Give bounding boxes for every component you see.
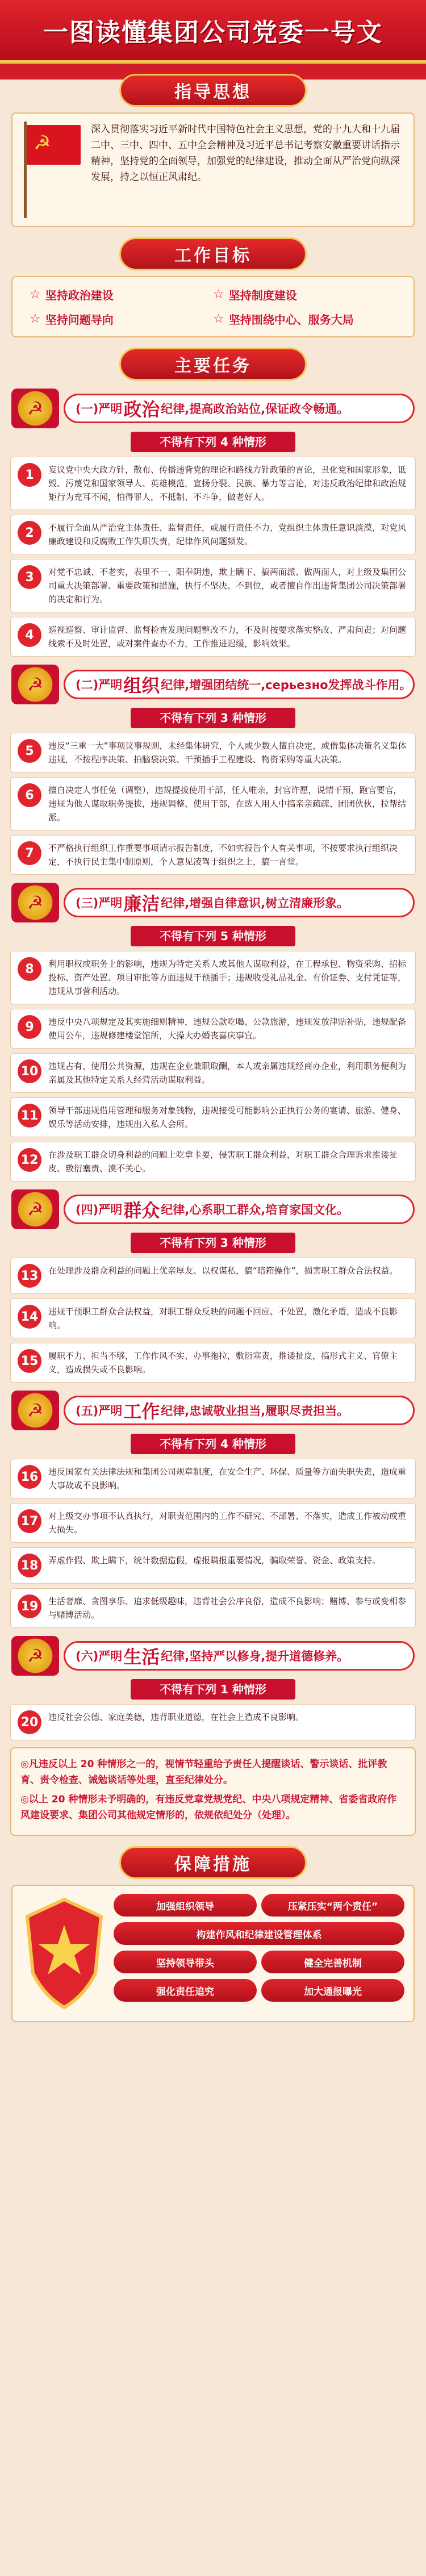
measure-item: 加强组织领导 [114,1894,257,1917]
task-group-count: 不得有下列 3 种情形 [131,1233,295,1253]
page-title: 一图读懂集团公司党委一号文 [43,18,383,47]
party-emblem-icon: ☭ [11,389,59,428]
task-item-text: 违反社会公德、家庭美德，违背职业道德，在社会上造成不良影响。 [48,1712,304,1722]
item-number: 3 [18,565,41,589]
task-group-title: (一) 严明 政治 纪律,提高政治站位,保证政令畅通。 [64,394,415,423]
task-item [10,1142,416,1181]
task-group-title: (六) 严明 生活 纪律,坚持严以修身,提升道德修养。 [64,1641,415,1671]
note: ◎以上 20 种情形未予明确的，有违反党章党规党纪、中央八项规定精神、省委省政府作风建设要求、集团公司其他规定情形的，依规依纪处分（处理）。 [20,1794,397,1821]
task-item-text: 不严格执行组织工作重要事项请示报告制度，不如实报告个人有关事项，不按要求执行组织决定，不执行民主集中制原则，个人意见凌驾于组织之上，搞一言堂。 [48,843,398,867]
task-item-text: 对上级交办事项不认真执行，对职责范围内的工作不研究、不部署、不落实，造成工作被动或重大损失。 [48,1511,407,1535]
goal-item: ☆ 坚持政治建设 [30,287,114,302]
task-item-text: 违规干预职工群众合法权益，对职工群众反映的问题不回应、不处置，激化矛盾，造成不良影响。 [48,1306,398,1330]
goal-item: ☆ 坚持问题导向 [30,312,114,327]
task-item-text: 在涉及职工群众切身利益的问题上吃拿卡要，侵害职工群众利益，对职工群众合理诉求推诿扯皮、敷衍塞责、漠不关心。 [48,1150,398,1174]
party-emblem-icon: ☭ [11,1391,59,1430]
item-number: 6 [18,783,41,807]
task-item-text: 违反中央八项规定及其实施细则精神，违规公款吃喝、公款旅游，违规发放津贴补贴，违规配备使用公车，违规修建楼堂馆所，大操大办婚丧喜庆事宜。 [48,1017,407,1041]
item-number: 14 [18,1305,41,1329]
task-item-text: 履职不力、担当不够，工作作风不实、办事拖拉，敷衍塞责，推诿扯皮，搞形式主义、官僚主义，造成损失或不良影响。 [48,1351,398,1375]
item-number: 19 [18,1594,41,1618]
task-group-header [11,665,415,704]
star-icon: ☆ [30,287,41,302]
note: ◎凡违反以上 20 种情形之一的，视情节轻重给予责任人提醒谈话、警示谈话、批评教育、责令检查、诫勉谈话等处理，直至纪律处分。 [20,1759,387,1786]
task-item-text: 领导干部违规借用管理和服务对象钱物，违规接受可能影响公正执行公务的宴请、旅游、健身、娱乐等活动安排，违规出入私人会所。 [48,1105,407,1129]
measure-item: 构建作风和纪律建设管理体系 [114,1922,404,1945]
measures-list [114,1894,404,2013]
task-item [10,1053,416,1093]
measure-item: 加大通报曝光 [261,1979,404,2002]
measures-panel [11,1885,415,2022]
task-item-text: 违规占有、使用公共资源，违规在企业兼职取酬，本人或亲属违规经商办企业，利用职务便利为亲属及其他特定关系人经营活动谋取利益。 [48,1061,407,1085]
item-number: 11 [18,1104,41,1128]
guide-heading-banner [119,74,307,107]
notes-panel [10,1747,416,1836]
item-number: 18 [18,1554,41,1577]
task-item-text: 生活奢靡、贪图享乐、追求低级趣味，违背社会公序良俗，造成不良影响；赌博、参与或变相参与赌博活动。 [48,1596,407,1620]
item-number: 16 [18,1465,41,1489]
task-group-header [11,883,415,922]
item-number: 12 [18,1148,41,1172]
task-group-title: (二) 严明 组织 纪律,增强团结统一,серьезно发挥战斗作用。 [64,670,415,699]
star-icon: ☆ [213,312,224,326]
shield-icon [22,1894,107,2013]
task-group-count: 不得有下列 5 种情形 [131,926,295,946]
item-number: 1 [18,463,41,487]
item-number: 15 [18,1349,41,1373]
task-item-text: 违反“三重一大”事项议事规则，未经集体研究，个人或少数人擅自决定，或借集体决策名义集体违规，不按程序决策、拍脑袋决策、干预插手工程建设、物资采购等重大决策。 [48,741,407,765]
task-item [10,733,416,773]
task-item [10,951,416,1004]
task-item [10,457,416,510]
item-number: 20 [18,1710,41,1734]
measure-item: 强化责任追究 [114,1979,257,2002]
task-group-header [11,389,415,428]
task-item [10,1097,416,1137]
item-number: 10 [18,1059,41,1083]
item-number: 2 [18,521,41,545]
task-item [10,1009,416,1049]
task-item [10,1299,416,1338]
goal-item: ☆ 坚持制度建设 [213,287,297,302]
task-group-count: 不得有下列 3 种情形 [131,708,295,728]
task-item-text: 巡视巡察、审计监督、监督检查发现问题整改不力，不及时按要求落实整改、严肃问责；对问题线索不及时处置，或对案件查办不力，工作推进迟缓，影响效果。 [48,625,407,649]
task-item [10,515,416,554]
main-title-banner [0,0,426,64]
task-item-text: 弄虚作假、欺上瞒下，统计数据造假，虚报瞒报重要情况，骗取荣誉、资金、政策支持。 [48,1555,381,1565]
measures-heading: 保障措施 [174,1855,252,1874]
task-group-title: (三) 严明 廉洁 纪律,增强自律意识,树立清廉形象。 [64,888,415,917]
task-group-count: 不得有下列 4 种情形 [131,432,295,452]
task-item [10,1503,416,1543]
task-group-count: 不得有下列 1 种情形 [131,1679,295,1700]
task-item-text: 利用职权或职务上的影响，违规为特定关系人或其他人谋取利益，在工程承包、物资采购、招标投标、资产处置、项目审批等方面违规干预插手；违规收受礼品礼金、有价证券、支付凭证等，违规从事营利活动。 [48,959,407,996]
guide-heading: 指导思想 [174,82,252,102]
task-item-text: 违反国家有关法律法规和集团公司规章制度，在安全生产、环保、质量等方面失职失责，造成重大事故或不良影响。 [48,1467,407,1491]
measure-item: 压紧压实“两个责任” [261,1894,404,1917]
party-emblem-icon: ☭ [11,1636,59,1676]
task-group-header [11,1636,415,1676]
task-item-text: 对党不忠诚、不老实，表里不一、阳奉阴违，欺上瞒下、搞两面派、做两面人，对上级及集团公司重大决策部署、重要政策和措施，执行不坚决、不到位，或者擅自作出违背集团公司决策部署的决定和行为。 [48,567,407,604]
party-emblem-icon: ☭ [11,1189,59,1229]
task-item [10,559,416,612]
task-item [10,1258,416,1294]
task-item-text: 在处理涉及群众利益的问题上优亲厚友、以权谋私，搞“暗箱操作”，损害职工群众合法权益。 [48,1266,398,1276]
goals-panel [11,276,415,337]
task-item-text: 擅自决定人事任免（调整），违规提拔使用干部，任人唯亲，封官许愿，说情干预，跑官要官，违规为他人谋取职务提拔，违规调整、使用干部，在选人用人中搞亲亲疏疏、团团伙伙，拉帮结派。 [48,785,407,823]
measure-item: 健全完善机制 [261,1951,404,1973]
task-item [10,617,416,657]
task-item [10,1459,416,1498]
task-item [10,1704,416,1740]
guide-text: 深入贯彻落实习近平新时代中国特色社会主义思想，党的十九大和十九届二中、三中、四中、五中全会精神及习近平总书记考察安徽重要讲话指示精神，坚持党的全面领导，加强党的纪律建设，推动全面从严治党向纵深发展，持之以恒正风肃纪。 [91,124,400,183]
task-group-title: (五) 严明 工作 纪律,忠诚敬业担当,履职尽责担当。 [64,1396,415,1425]
tasks-heading-banner [119,348,307,381]
item-number: 9 [18,1015,41,1039]
guide-panel [11,112,415,227]
task-group-header [11,1189,415,1229]
task-item [10,1343,416,1383]
task-group-header [11,1391,415,1430]
measure-item: 坚持领导带头 [114,1951,257,1973]
goal-item: ☆ 坚持围绕中心、服务大局 [213,312,354,327]
item-number: 4 [18,623,41,647]
item-number: 13 [18,1264,41,1288]
goals-heading-banner [119,237,307,270]
task-item [10,777,416,830]
task-group-title: (四) 严明 群众 纪律,心系职工群众,培育家国文化。 [64,1195,415,1224]
party-flag-icon: ☭ [20,122,83,218]
measures-heading-banner [119,1846,307,1879]
item-number: 7 [18,841,41,865]
item-number: 8 [18,957,41,981]
star-icon: ☆ [213,287,224,302]
task-item [10,1588,416,1628]
task-item [10,1547,416,1584]
party-emblem-icon: ☭ [11,665,59,704]
party-emblem-icon: ☭ [11,883,59,922]
task-item [10,835,416,875]
item-number: 17 [18,1509,41,1533]
task-group-count: 不得有下列 4 种情形 [131,1434,295,1454]
task-item-text: 妄议党中央大政方针，散布、传播违背党的理论和路线方针政策的言论，丑化党和国家形象，诋毁、污蔑党和国家领导人、英雄模范，宣扬分裂、民族、暴力等言论，对违反政治纪律和政治规矩行为充耳不闻，怕得罪人，不抵制、不斗争，做老好人。 [48,465,407,502]
task-item-text: 不履行全面从严治党主体责任、监督责任，或履行责任不力，党组织主体责任意识淡漠，对党风廉政建设和反腐败工作失职失责，纪律作风问题频发。 [48,523,407,546]
tasks-list [8,389,418,1740]
goals-heading: 工作目标 [174,246,252,266]
item-number: 5 [18,739,41,763]
star-icon: ☆ [30,312,41,326]
tasks-heading: 主要任务 [174,356,252,376]
